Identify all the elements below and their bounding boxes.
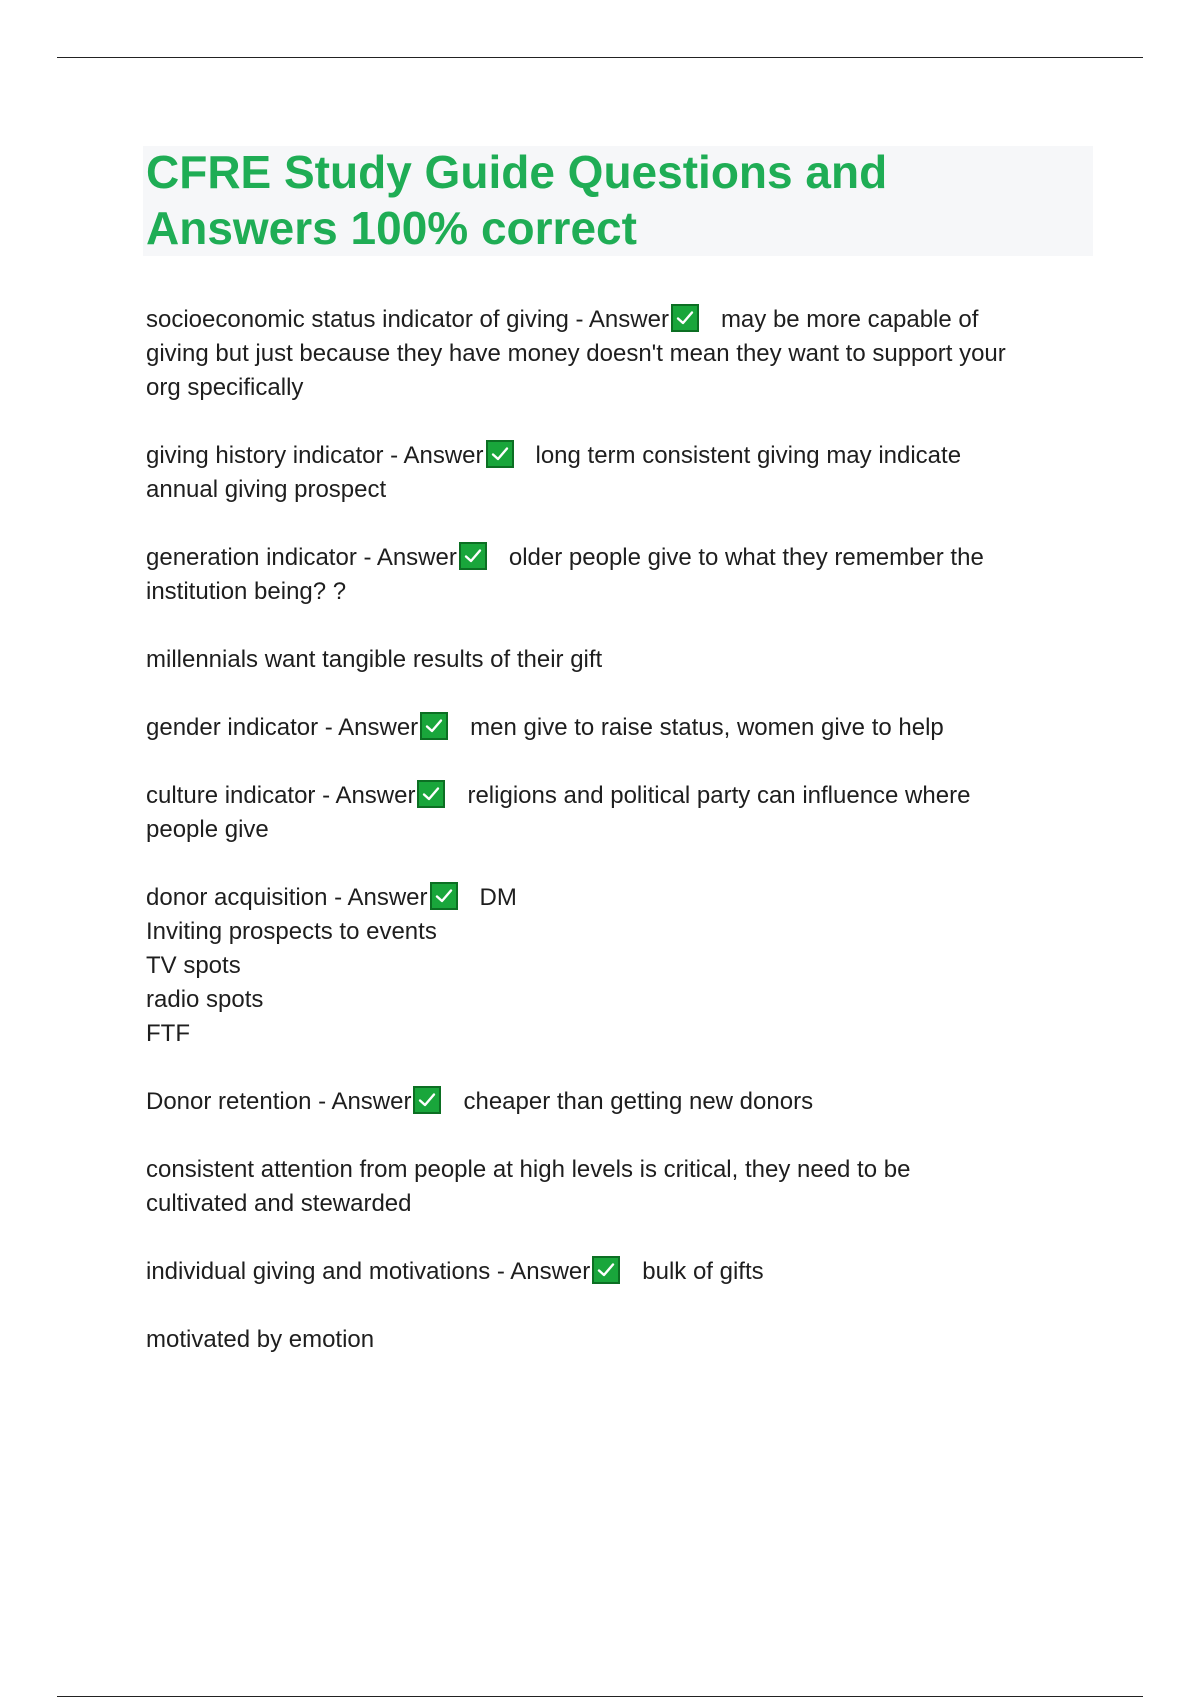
qa-term: donor acquisition	[146, 884, 328, 911]
check-mark-icon	[459, 542, 487, 570]
qa-note-line: millennials want tangible results of their gift	[146, 646, 603, 673]
check-mark-icon	[486, 440, 514, 468]
qa-answer-line: org specifically	[146, 374, 304, 401]
qa-answer: religions and political party can influence where	[467, 782, 971, 809]
check-mark-icon	[671, 304, 699, 332]
answer-label: Answer	[338, 714, 419, 741]
qa-answer-line: people give	[146, 816, 269, 843]
qa-answer-line: giving but just because they have money doesn't mean they want to support your	[146, 340, 1006, 367]
qa-answer-line: TV spots	[146, 952, 241, 979]
qa-item	[146, 1085, 1086, 1119]
page-title: CFRE Study Guide Questions and Answers 100% correct	[146, 146, 888, 254]
qa-note	[146, 1323, 1086, 1357]
qa-note	[146, 643, 1086, 677]
check-mark-icon	[430, 882, 458, 910]
check-mark-icon	[417, 780, 445, 808]
qa-answer: bulk of gifts	[642, 1258, 764, 1285]
answer-label: Answer	[331, 1088, 412, 1115]
qa-first-line: individual giving and motivations - Answer bulk of gifts	[146, 1258, 764, 1285]
qa-answer-line: FTF	[146, 1020, 190, 1047]
qa-term: generation indicator	[146, 544, 357, 571]
qa-term: Donor retention	[146, 1088, 312, 1115]
qa-item	[146, 439, 1086, 507]
qa-first-line: giving history indicator - Answer long term consistent giving may indicate	[146, 442, 962, 469]
qa-answer-line: annual giving prospect	[146, 476, 387, 503]
qa-answer: men give to raise status, women give to help	[470, 714, 944, 741]
check-mark-icon	[592, 1256, 620, 1284]
qa-note-line: motivated by emotion	[146, 1326, 375, 1353]
answer-label: Answer	[403, 442, 484, 469]
qa-first-line: culture indicator - Answer religions and political party can influence where	[146, 782, 971, 809]
qa-first-line: Donor retention - Answer cheaper than getting new donors	[146, 1088, 814, 1115]
top-rule	[57, 57, 1143, 58]
qa-first-line: gender indicator - Answer men give to raise status, women give to help	[146, 714, 944, 741]
qa-term: culture indicator	[146, 782, 316, 809]
qa-item	[146, 881, 1086, 1051]
qa-answer: cheaper than getting new donors	[463, 1088, 814, 1115]
qa-item	[146, 541, 1086, 609]
qa-term: giving history indicator	[146, 442, 384, 469]
qa-item	[146, 1255, 1086, 1289]
answer-label: Answer	[335, 782, 416, 809]
answer-label: Answer	[588, 306, 669, 333]
answer-label: Answer	[510, 1258, 591, 1285]
qa-item	[146, 303, 1086, 405]
check-mark-icon	[420, 712, 448, 740]
answer-label: Answer	[376, 544, 457, 571]
qa-note	[146, 1153, 1086, 1221]
check-mark-icon	[413, 1086, 441, 1114]
qa-term: gender indicator	[146, 714, 319, 741]
qa-answer: long term consistent giving may indicate	[535, 442, 962, 469]
qa-item	[146, 779, 1086, 847]
qa-first-line: socioeconomic status indicator of giving - Answer may be more capable of	[146, 306, 979, 333]
bottom-rule	[57, 1696, 1143, 1697]
qa-term: socioeconomic status indicator of giving	[146, 306, 569, 333]
qa-answer: DM	[479, 884, 517, 911]
qa-first-line: donor acquisition - Answer DM	[146, 884, 517, 911]
qa-answer: older people give to what they remember the	[508, 544, 984, 571]
qa-note-line: cultivated and stewarded	[146, 1190, 412, 1217]
qa-item	[146, 711, 1086, 745]
qa-term: individual giving and motivations	[146, 1258, 491, 1285]
qa-answer-line: institution being? ?	[146, 578, 347, 605]
qa-answer: may be more capable of	[720, 306, 979, 333]
qa-answer-line: Inviting prospects to events	[146, 918, 437, 945]
qa-list	[146, 303, 1086, 1391]
answer-label: Answer	[347, 884, 428, 911]
qa-answer-line: radio spots	[146, 986, 264, 1013]
qa-note-line: consistent attention from people at high levels is critical, they need to be	[146, 1156, 911, 1183]
qa-first-line: generation indicator - Answer older people give to what they remember the	[146, 544, 984, 571]
